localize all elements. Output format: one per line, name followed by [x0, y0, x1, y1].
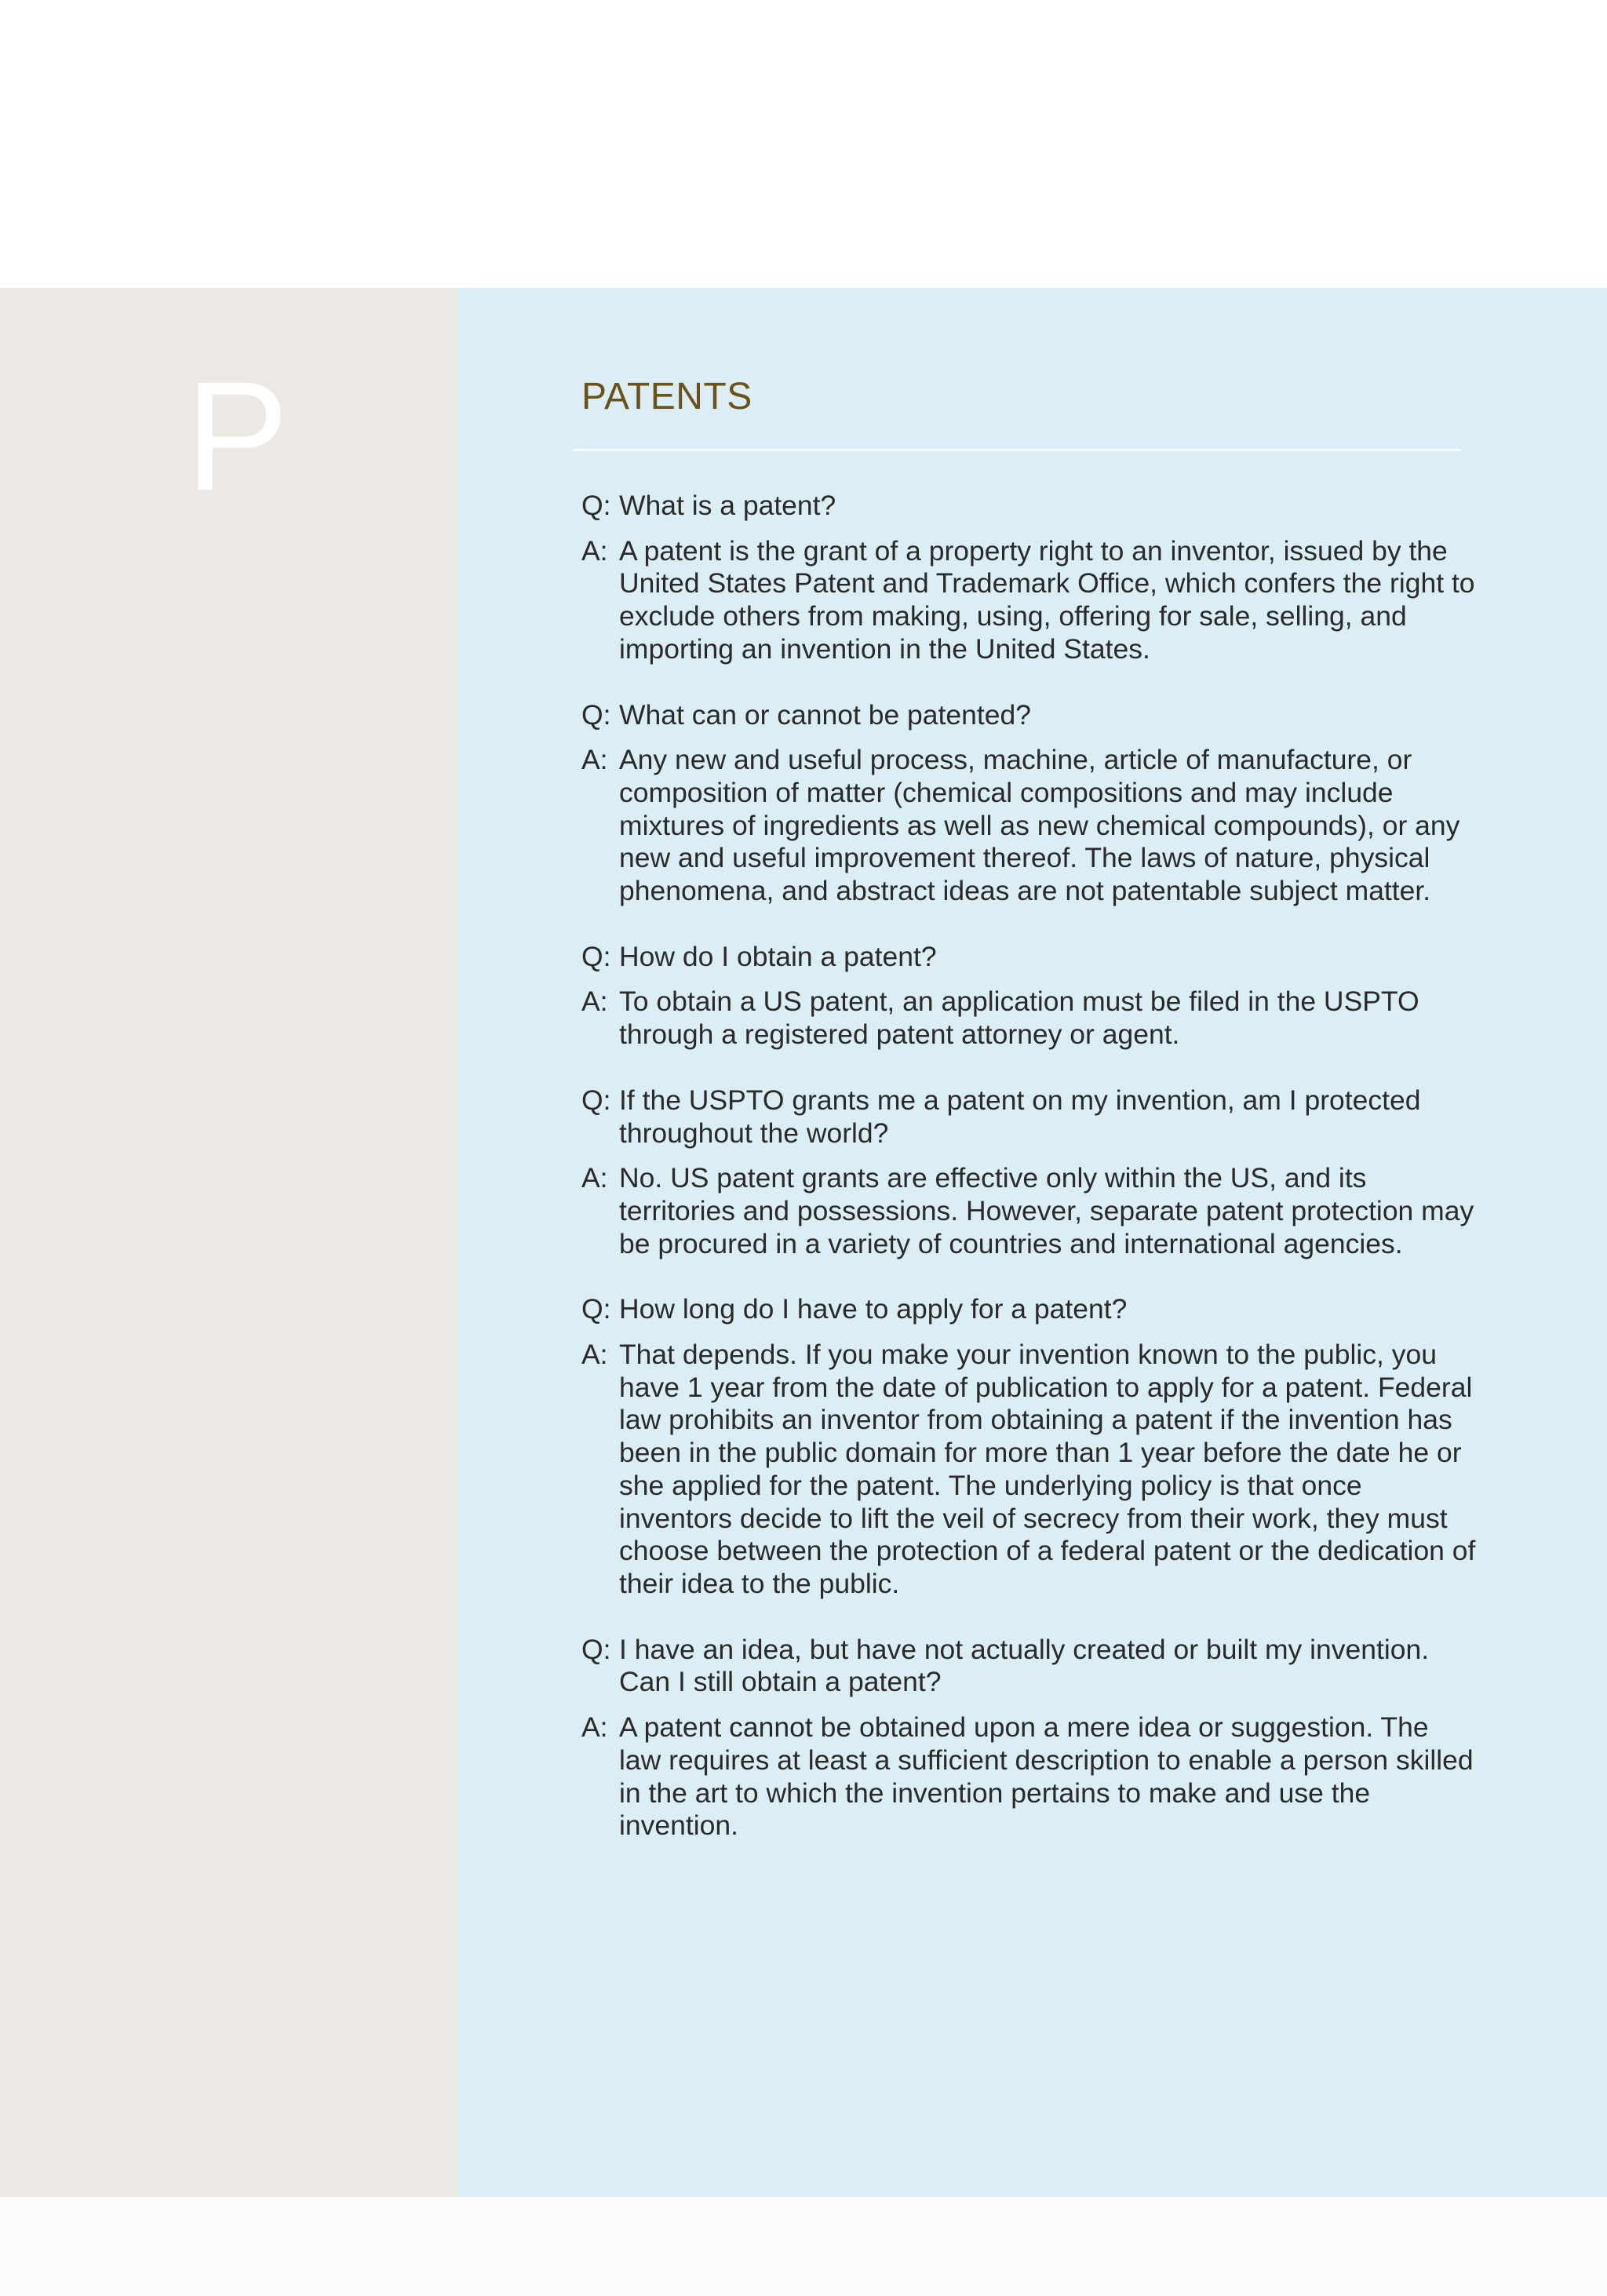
question-prefix: Q: — [581, 940, 611, 972]
question-text: What is a patent? — [619, 490, 836, 521]
question-text: How long do I have to apply for a patent? — [619, 1293, 1128, 1325]
answer-prefix: A: — [581, 986, 608, 1018]
question-prefix: Q: — [581, 1633, 611, 1665]
answer-prefix: A: — [581, 1339, 608, 1371]
answer-text: A patent cannot be obtained upon a mere idea or suggestion. The law requires at least a sufficient description to enable a person skilled in the art to which the invention pertains to make and use the invention. — [619, 1711, 1474, 1842]
answer-prefix: A: — [581, 534, 608, 567]
question-prefix: Q: — [581, 490, 611, 521]
faq-answer — [581, 535, 1476, 666]
faq-list — [581, 490, 1476, 1842]
faq-question — [581, 1084, 1476, 1150]
faq-question — [581, 490, 1476, 523]
page-footer-band — [0, 2197, 1607, 2296]
question-prefix: Q: — [581, 698, 611, 731]
faq-item — [581, 1634, 1476, 1842]
answer-text: A patent is the grant of a property right to an inventor, issued by the United States Patent and Trademark Office, which confers the right to exclude others from making, using, offering for sale, selling, and importing an invention in the United States. — [619, 534, 1475, 665]
question-prefix: Q: — [581, 1293, 611, 1325]
faq-answer — [581, 986, 1476, 1051]
faq-question — [581, 941, 1476, 974]
faq-answer — [581, 744, 1476, 908]
question-text: What can or cannot be patented? — [619, 698, 1031, 731]
question-prefix: Q: — [581, 1084, 611, 1116]
faq-answer — [581, 1162, 1476, 1260]
answer-prefix: A: — [581, 1711, 608, 1744]
question-text: How do I obtain a patent? — [619, 940, 937, 972]
faq-item — [581, 490, 1476, 666]
faq-question — [581, 1634, 1476, 1699]
title-divider — [573, 449, 1461, 451]
section-letter: P — [185, 349, 290, 523]
section-sidebar — [0, 288, 457, 2197]
question-text: I have an idea, but have not actually created or built my invention. Can I still obtain a patent? — [619, 1633, 1430, 1698]
faq-question — [581, 699, 1476, 732]
question-text: If the USPTO grants me a patent on my invention, am I protected throughout the world? — [619, 1084, 1421, 1149]
faq-item — [581, 1084, 1476, 1261]
answer-text: That depends. If you make your invention known to the public, you have 1 year from the date of publication to apply for a patent. Federal law prohibits an inventor from obtaining a patent if the invention has been in the public domain for more than 1 year before the date he or she applied for the patent. The underlying policy is that once inventors decide to lift the veil of secrecy from their work, they must choose between the protection of a federal patent or the dedication of their idea to the public. — [619, 1339, 1476, 1599]
section-title: PATENTS — [581, 376, 752, 417]
faq-item — [581, 699, 1476, 908]
faq-question — [581, 1293, 1476, 1326]
answer-prefix: A: — [581, 744, 608, 776]
answer-text: Any new and useful process, machine, article of manufacture, or composition of matter (chemical compositions and may include mixtures of ingredients as well as new chemical compounds), or any new and useful improvement thereof. The laws of nature, physical phenomena, and abstract ideas are not patentable subject matter. — [619, 744, 1460, 907]
faq-item — [581, 941, 1476, 1051]
faq-answer — [581, 1711, 1476, 1842]
answer-text: No. US patent grants are effective only within the US, and its territories and possessions. However, separate patent protection may be procured in a variety of countries and international agencies. — [619, 1162, 1474, 1259]
faq-item — [581, 1293, 1476, 1600]
answer-text: To obtain a US patent, an application must be filed in the USPTO through a registered patent attorney or agent. — [619, 986, 1419, 1051]
faq-answer — [581, 1339, 1476, 1601]
answer-prefix: A: — [581, 1162, 608, 1194]
